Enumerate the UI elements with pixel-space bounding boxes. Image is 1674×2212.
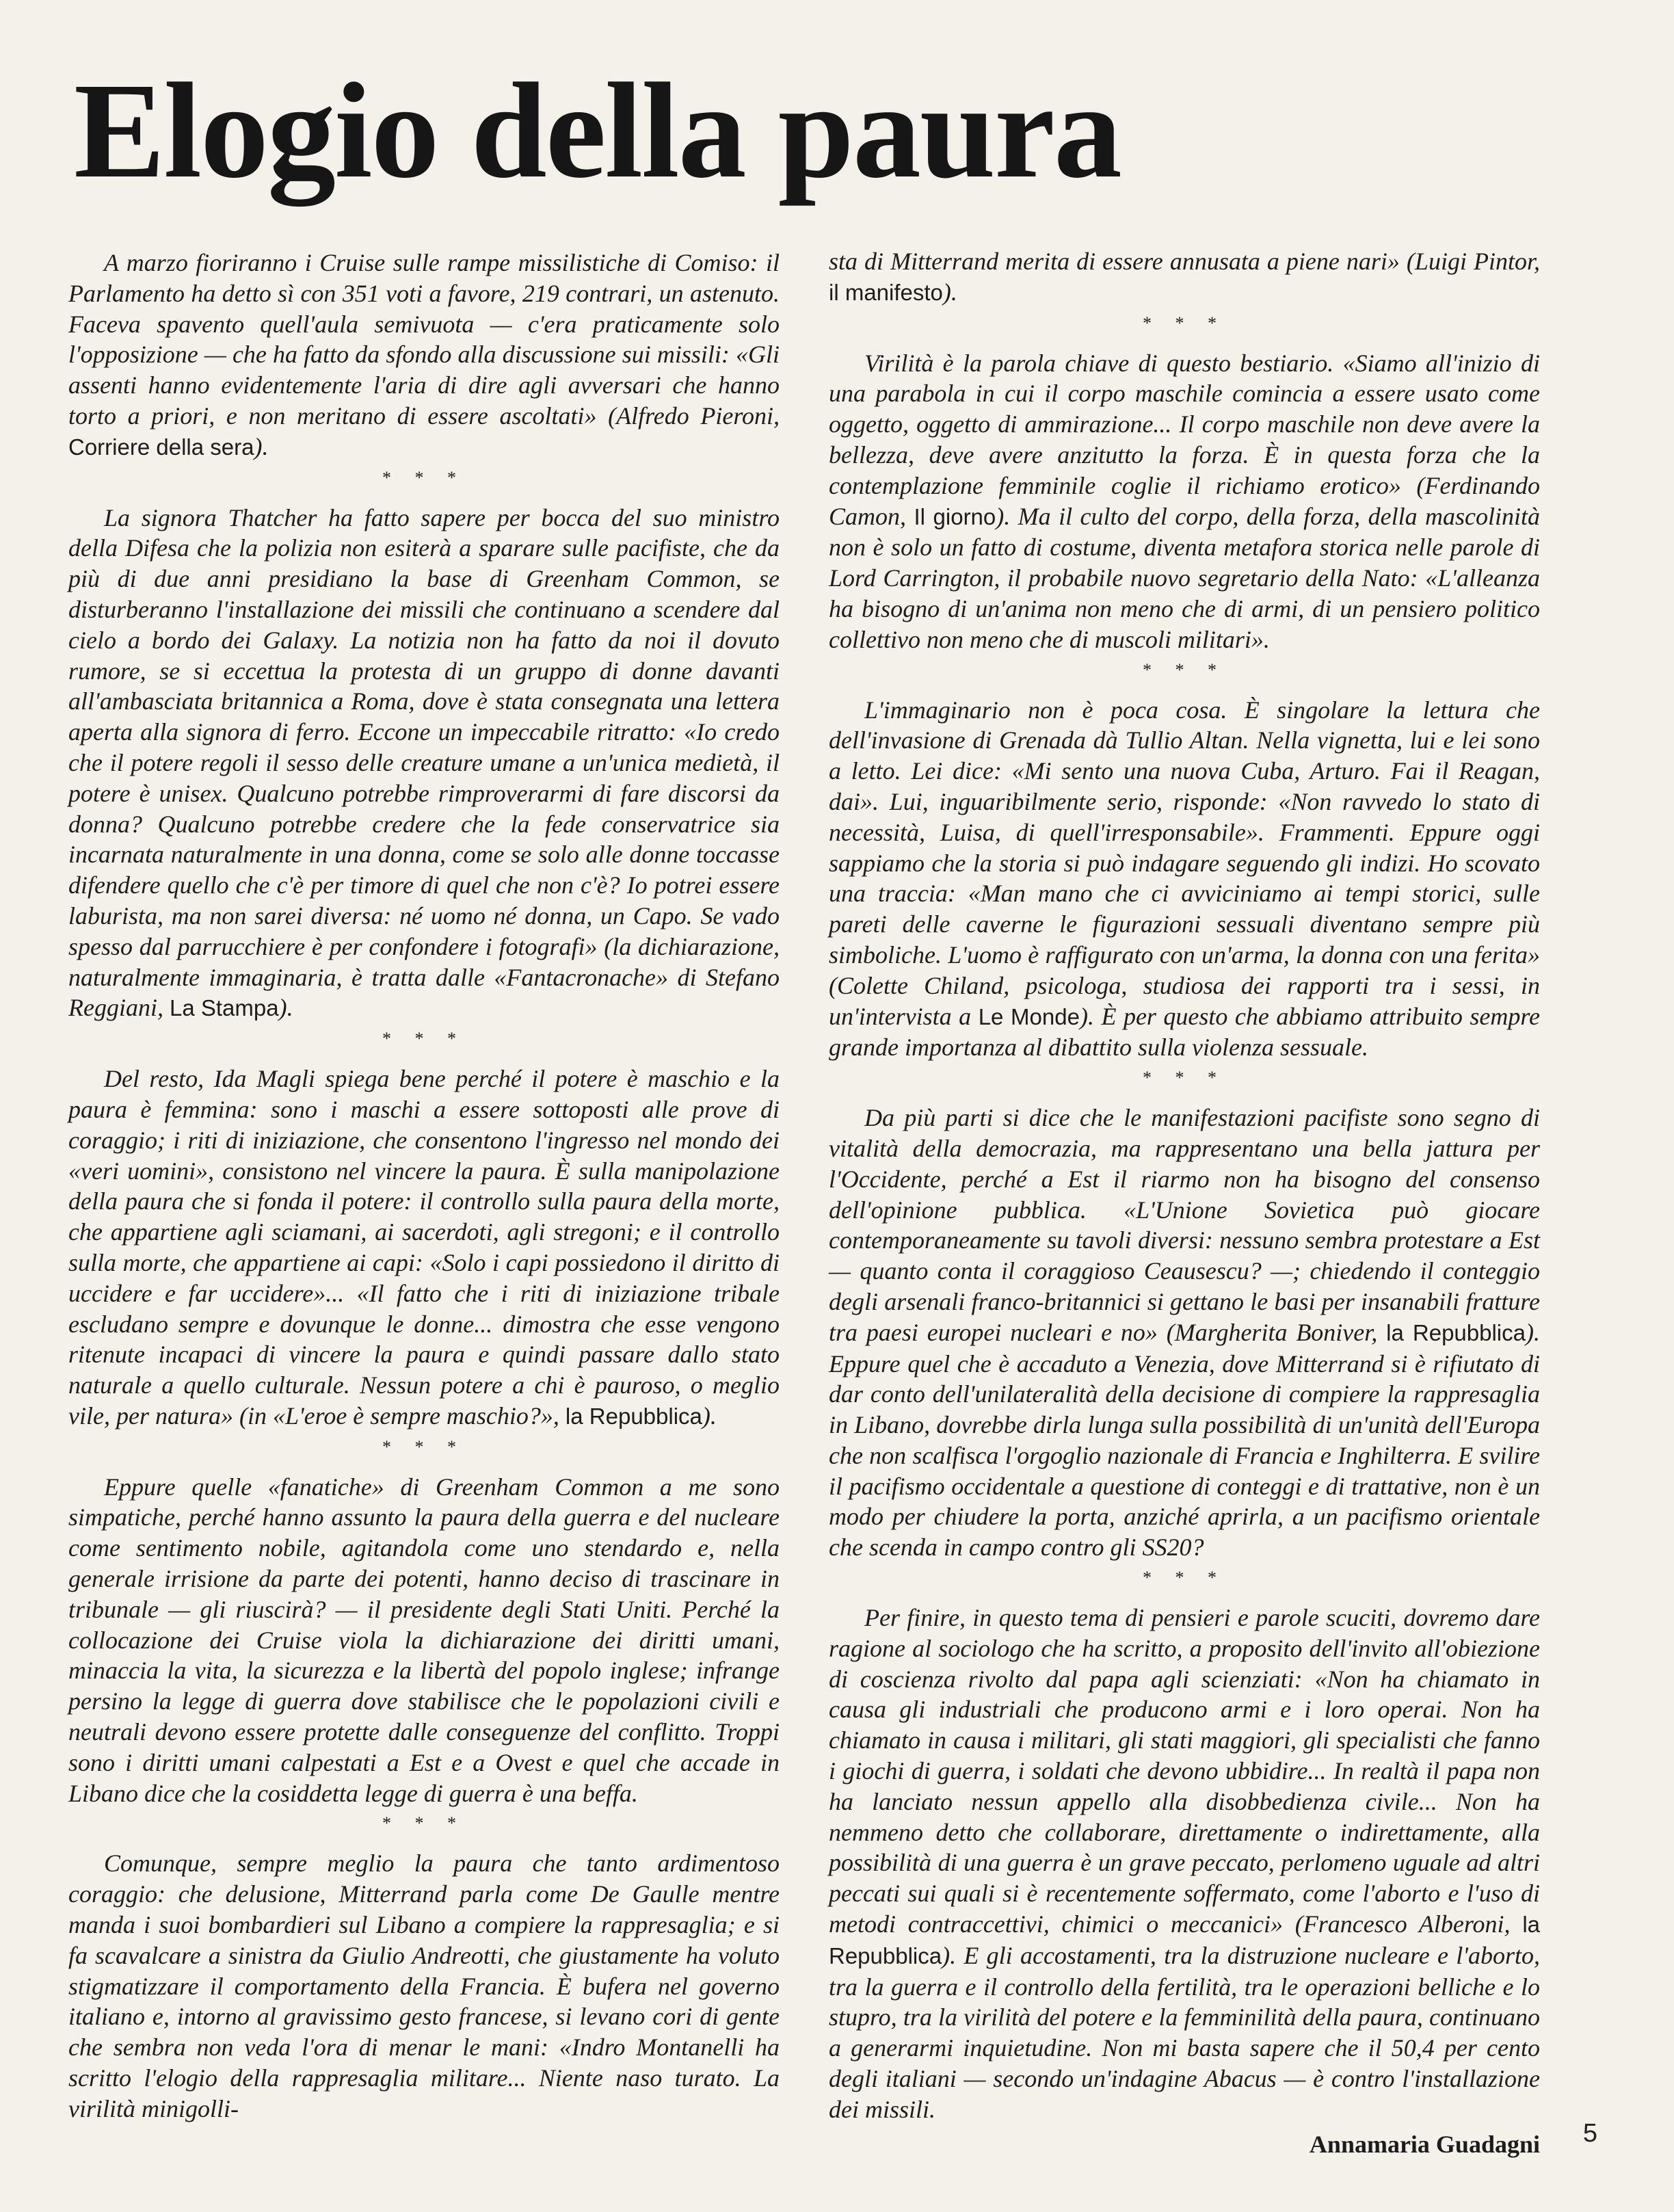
paragraph-thatcher: La signora Thatcher ha fatto sapere per bocca del suo ministro della Difesa che la polizia non esiterà a sparare sulle pacifiste, che da più di due anni presidiano la base di Greenham Common, se disturberanno l'installazione dei missili che continuano a scendere dal cielo a bordo dei Galaxy. La notizia non ha fatto da noi il dovuto rumore, se si eccettua la protesta di un gruppo di donne davanti all'ambasciata britannica a Roma, dove è stata consegnata una lettera aperta alla signora di ferro. Eccone un impeccabile ritratto: «Io credo che il potere regoli il sesso delle creature umane a un'unica medietà, il potere è unisex. Qualcuno potrebbe rimproverarmi di fare discorsi da donna? Qualcuno potrebbe credere che la fede conservatrice sia incarnata naturalmente in una donna, come se solo alle donne toccasse difendere quello che c'è per timore di quel che non c'è? Io potrei essere laburista, ma non sarei diversa: né uomo né donna, un Capo. Se vado spesso dal parrucchiere è per confondere i fotografi» (la dichiarazione, naturalmente immaginaria, è tratta dalle «Fantacronache» di Stefano Reggiani, La Stampa). (68, 503, 780, 1022)
paragraph-pacifismo: Da più parti si dice che le manifestazioni pacifiste sono segno di vitalità della democrazia, ma rappresentano una bella jattura per l'Occidente, perché a Est il riarmo non ha bisogno del consenso dell'opinione pubblica. «L'Unione Sovietica può giocare contemporaneamente su tavoli diversi: nessuno sembra protestare a Est — quanto conta il coraggioso Ceausescu? —; chiedendo il conteggio degli arsenali franco-britannici si gettano le basi per insanabili fratture tra paesi europei nucleari e no» (Margherita Boniver, la Repubblica). Eppure quel che è accaduto a Venezia, dove Mitterrand si è rifiutato di dar conto dell'unilateralità della decisione di compiere la rappresaglia in Libano, dovrebbe dirla lunga sulla possibilità di un'unità dell'Europa che non scalfisca l'orgoglio nazionale di Francia e Inghilterra. E svilire il pacifismo occidentale a questione di conteggi e di trattative, non è un modo per chiudere la porta, anziché aprirla, a un pacifismo orientale che scenda in campo contro gli SS20? (829, 1104, 1540, 1562)
section-separator: * * * (382, 1436, 466, 1457)
paragraph-magli: Del resto, Ida Magli spiega bene perché il potere è maschio e la paura è femmina: sono i maschi a essere sottoposti alle prove di coraggio; i riti di iniziazione, che consentono l'ingresso nel mondo dei «veri uomini», consistono nel vincere la paura. È sulla manipolazione della paura che si fonda il potere: il controllo sulla paura della morte, che appartiene agli sciamani, ai sacerdoti, agli stregoni; e il controllo sulla morte, che appartiene ai capi: «Solo i capi possiedono il diritto di uccidere e far uccidere»... «Il fatto che i riti di iniziazione tribale escludano sempre e dovunque le donne... dimostra che esse vengono ritenute incapaci di vincere la paura e quindi passare dallo stato naturale a quello culturale. Nessun potere a chi è pauroso, o meglio vile, per natura» (in «L'eroe è sempre maschio?», la Repubblica). (68, 1065, 780, 1430)
source-name: la Repubblica (565, 1403, 702, 1429)
section-separator: * * * (382, 1029, 466, 1049)
section-separator: * * * (382, 467, 466, 488)
paragraph-mitterrand: Comunque, sempre meglio la paura che tanto ardimentoso coraggio: che delusione, Mitterrand parla come De Gaulle mentre manda i suoi bombardieri sul Libano a compiere la rappresaglia; e si fa scavalcare a sinistra da Giulio Andreotti, che giustamente ha voluto stigmatizzare il comportamento della Francia. È bufera nel governo italiano e, intorno al gravissimo gesto francese, si levano cori di gente che sembra non veda l'ora di menar le mani: «Indro Montanelli ha scritto l'elogio della rappresaglia militare... Niente naso turato. La virilità minigolli- (68, 1849, 780, 2122)
paragraph-virilita: Virilità è la parola chiave di questo bestiario. «Siamo all'inizio di una parabola in cui il corpo maschile comincia a essere usato come oggetto, oggetto di ammirazione... Il corpo maschile non deve avere la bellezza, deve avere anzitutto la forza. È in questa forza che la contemplazione femminile coglie il richiamo erotico» (Ferdinando Camon, Il giorno). Ma il culto del corpo, della forza, della mascolinità non è solo un fatto di costume, diventa metafora storica nelle parole di Lord Carrington, il probabile nuovo segretario della Nato: «L'alleanza ha bisogno di un'anima non meno che di armi, di un pensiero politico collettivo non meno che di muscoli militari». (829, 349, 1540, 653)
paragraph-continuation: sta di Mitterrand merita di essere annusata a piene nari» (Luigi Pintor, il manifesto). (829, 248, 1540, 306)
page-number: 5 (1582, 2119, 1597, 2148)
section-separator: * * * (382, 1813, 466, 1834)
section-separator: * * * (1143, 313, 1226, 333)
article-column-left (68, 248, 780, 2124)
section-separator: * * * (1143, 1568, 1226, 1588)
page-title: Elogio della paura (74, 55, 1121, 207)
source-name: la Repubblica (1386, 1319, 1526, 1345)
section-separator: * * * (1143, 1068, 1226, 1088)
source-name: La Stampa (169, 995, 279, 1021)
source-name: Il giorno (914, 503, 996, 529)
section-separator: * * * (1143, 659, 1226, 680)
paragraph-comiso: A marzo fioriranno i Cruise sulle rampe missilistiche di Comiso: il Parlamento ha detto sì con 351 voti a favore, 219 contrari, un astenuto. Faceva spavento quell'aula semivuota — c'era praticamente solo l'opposizione — che ha fatto da sfondo alla discussione sui missili: «Gli assenti hanno evidentemente l'aria di dire agli avversari che hanno torto a priori, e non meritano di essere ascoltati» (Alfredo Pieroni, Corriere della sera). (68, 249, 780, 460)
source-name: la Repubblica (829, 1912, 1540, 1969)
article-column-right (829, 246, 1540, 2159)
source-name: Corriere della sera (68, 434, 254, 460)
author-signature: Annamaria Guadagni (1309, 2130, 1540, 2158)
paragraph-conclusione: Per finire, in questo tema di pensieri e parole scuciti, dovremo dare ragione al sociologo che ha scritto, a proposito dell'invito all'obiezione di coscienza rivolto dal papa agli scienziati: «Non ha chiamato in causa gli industriali che producono armi e i loro operai. Non ha chiamato in causa i militari, gli stati maggiori, gli specialisti che fanno i giochi di guerra, i soldati che devono ubbidire... In realtà il papa non ha lanciato nessun appello alla disobbedienza civile... Non ha nemmeno detto che collaborare, direttamente o indirettamente, alla possibilità di una guerra è un grave peccato, perlomeno uguale ad altri peccati sui quali si è recentemente soffermato, come l'aborto e l'uso di metodi contraccettivi, chimici o meccanici» (Francesco Alberoni, la Repubblica). E gli accostamenti, tra la distruzione nucleare e l'aborto, tra la guerra e il controllo della fertilità, tra le operazioni belliche e lo stupro, tra la virilità del potere e la femminilità della paura, continuano a generarmi inquietudine. Non mi basta sapere che il 50,4 per cento degli italiani — secondo un'indagine Abacus — è contro l'installazione dei missili. (829, 1604, 1540, 2123)
paragraph-immaginario: L'immaginario non è poca cosa. È singolare la lettura che dell'invasione di Grenada dà Tullio Altan. Nella vignetta, lui e lei sono a letto. Lei dice: «Mi sento una nuova Cuba, Arturo. Fai il Reagan, dai». Lui, inguaribilmente serio, risponde: «Non ravvedo lo stato di necessità, Luisa, di quell'irresponsabile». Frammenti. Eppure oggi sappiamo che la storia si può indagare seguendo gli indizi. Ho scovato una traccia: «Man mano che ci avviciniamo ai tempi storici, sulle pareti delle caverne le figurazioni sessuali diventano sempre più simboliche. L'uomo è raffigurato con un'arma, la donna con una ferita» (Colette Chiland, psicologa, studiosa dei rapporti tra i sessi, in un'intervista a Le Monde). È per questo che abbiamo attribuito sempre grande importanza al dibattito sulla violenza sessuale. (829, 696, 1541, 1062)
source-name: Le Monde (978, 1003, 1080, 1029)
source-name: il manifesto (829, 279, 943, 305)
paragraph-greenham: Eppure quelle «fanatiche» di Greenham Common a me sono simpatiche, perché hanno assunto la paura della guerra e del nucleare come sentimento nobile, agitandola come uno stendardo e, nella generale irrisione da parte dei potenti, hanno deciso di trascinare in tribunale — gli riuscirà? — il presidente degli Stati Uniti. Perché la collocazione dei Cruise viola la dichiarazione dei diritti umani, minaccia la vita, la sicurezza e la libertà del popolo inglese; infrange persino la legge di guerra dove stabilisce che le popolazioni civili e neutrali devono essere protette dalle conseguenze del conflitto. Troppi sono i diritti umani calpestati a Est e a Ovest e quel che accade in Libano dice che la cosiddetta legge di guerra è una beffa. (68, 1473, 780, 1807)
